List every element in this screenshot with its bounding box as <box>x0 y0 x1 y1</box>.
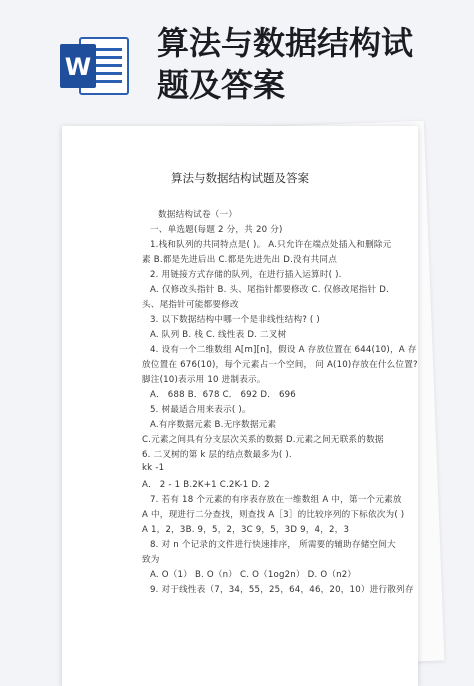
doc-line: 9. 对于线性表（7，34，55，25，64，46，20，10）进行散列存 <box>150 585 414 595</box>
svg-text:W: W <box>64 53 92 81</box>
banner-header <box>0 0 474 130</box>
doc-line: 头、尾指针可能都要修改 <box>142 300 239 310</box>
doc-line: 数据结构试卷（一） <box>158 210 238 220</box>
doc-line: A. O（1） B. O（n） C. O（1og2n） D. O（n2） <box>150 570 357 580</box>
word-document-icon <box>58 36 130 96</box>
doc-line: A.有序数据元素 B.无序数据元素 <box>150 420 277 430</box>
doc-line: 脚注(10)表示用 10 进制表示。 <box>142 375 266 385</box>
banner-title-line-1: 算法与数据结构试 <box>157 24 414 62</box>
doc-line: 致为 <box>142 555 160 565</box>
doc-line: C.元素之间具有分支层次关系的数据 D.元素之间无联系的数据 <box>142 435 384 445</box>
doc-line: 素 B.都是先进后出 C.都是先进先出 D.没有共同点 <box>142 255 337 265</box>
doc-line: 2. 用链接方式存储的队列，在进行插入运算时( ). <box>150 270 342 280</box>
doc-line: 放位置在 676(10)，每个元素占一个空间， 问 A(10)存放在什么位置? <box>142 360 418 370</box>
doc-line: kk -1 <box>142 463 165 473</box>
doc-line: A. 队列 B. 栈 C. 线性表 D. 二叉树 <box>150 330 287 340</box>
doc-line: 一、单选题(每题 2 分，共 20 分) <box>150 225 283 235</box>
doc-line: 4. 设有一个二维数组 A[m][n]，假设 A 存放位置在 644(10)，A 存 <box>150 345 417 355</box>
doc-line: A 1，2，3B. 9，5，2，3C 9，5，3D 9，4，2，3 <box>142 525 350 535</box>
doc-line: 8. 对 n 个记录的文件进行快速排序， 所需要的辅助存储空间大 <box>150 540 396 550</box>
document-page <box>62 126 418 686</box>
banner-title <box>157 22 457 106</box>
doc-line: A. 仅修改头指针 B. 头、尾指针都要修改 C. 仅修改尾指针 D. <box>150 285 390 295</box>
doc-line: 7. 若有 18 个元素的有序表存放在一维数组 A 中，第一个元素放 <box>150 495 402 505</box>
doc-line: A． 688 B．678 C． 692 D． 696 <box>150 390 296 400</box>
doc-line: A 中，现进行二分查找，则查找 A［3］的比较序列的下标依次为( ) <box>142 510 405 520</box>
document-title: 算法与数据结构试题及答案 <box>171 171 309 185</box>
doc-line: 3. 以下数据结构中哪一个是非线性结构? ( ) <box>150 315 320 325</box>
doc-line: A． 2 - 1 B.2K+1 C.2K-1 D. 2 <box>142 480 270 490</box>
doc-line: 6. 二叉树的第 k 层的结点数最多为( ). <box>142 450 292 460</box>
doc-line: 1.栈和队列的共同特点是( )。 A.只允许在端点处插入和删除元 <box>150 240 392 250</box>
banner-title-line-2: 题及答案 <box>157 66 286 104</box>
doc-line: 5. 树最适合用来表示( )。 <box>150 405 251 415</box>
